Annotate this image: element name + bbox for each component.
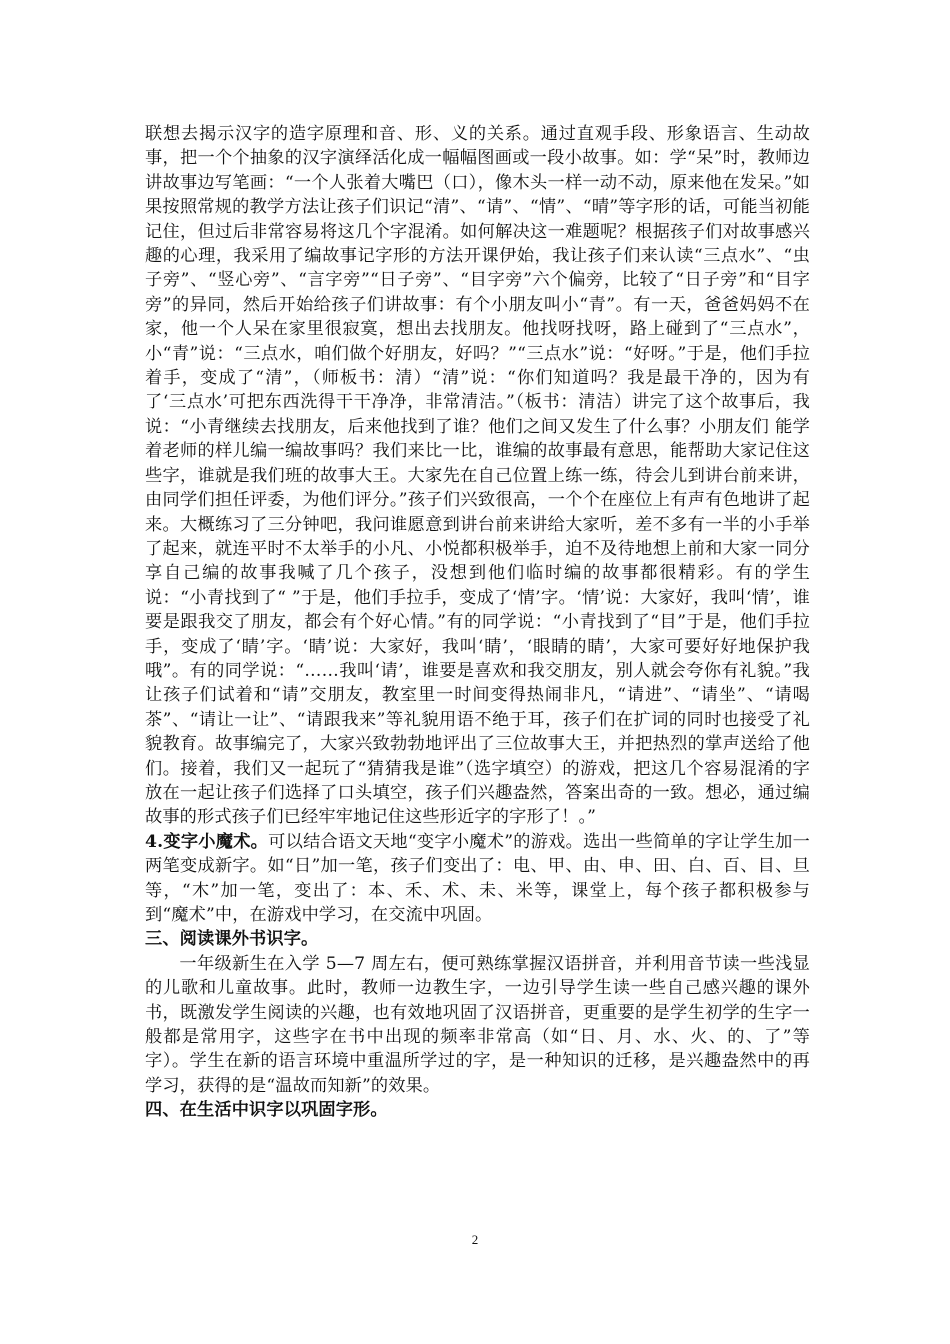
item-text-word-magic: 可以结合语文天地“变字小魔术”的游戏。选出一些简单的字让学生加一两笔变成新字。如“日”加一笔，孩子们变出了：电、甲、由、申、田、白、百、目、旦等，“木”加一笔，变出了：本、禾、术、未、米等，课堂上，每个孩子都积极参与到“魔术”中，在游戏中学习，在交流中巩固。 (145, 831, 810, 925)
document-body (145, 122, 810, 1123)
paragraph-extracurricular-reading: 一年级新生在入学 5—7 周左右，便可熟练掌握汉语拼音，并利用音节读一些浅显的儿歌和儿童故事。此时，教师一边教生字，一边引导学生读一些自己感兴趣的课外书，既激发学生阅读的兴趣，也有效地巩固了汉语拼音，更重要的是学生初学的生字一般都是常用字，这些字在书中出现的频率非常高（如“日、月、水、火、的、了”等字）。学生在新的语言环境中重温所学过的字，是一种知识的迁移，是兴趣盎然中的再学习，获得的是“温故而知新”的效果。 (145, 953, 810, 1096)
paragraph-word-magic (145, 830, 810, 928)
section-heading-life-literacy: 四、在生活中识字以巩固字形。 (145, 1100, 388, 1121)
page-number: 2 (471, 1232, 479, 1247)
item-label-word-magic: 4.变字小魔术。 (145, 831, 269, 852)
paragraph-story-method: 联想去揭示汉字的造字原理和音、形、义的关系。通过直观手段、形象语言、生动故事，把一个个抽象的汉字演绎活化成一幅幅图画或一段小故事。如：学“呆”时，教师边讲故事边写笔画：“一个人张着大嘴巴（口），像木头一样一动不动，原来他在发呆。”如果按照常规的教学方法让孩子们识记“清”、“请”、“情”、“晴”等字形的话，可能当初能记住，但过后非常容易将这几个字混淆。如何解决这一难题呢？根据孩子们对故事感兴趣的心理，我采用了编故事记字形的方法开课伊始，我让孩子们来认读“三点水”、“虫子旁”、“竖心旁”、“言字旁”“日子旁”、“目字旁”六个偏旁，比较了“日子旁”和“目字旁”的异同，然后开始给孩子们讲故事：有个小朋友叫小“青”。有一天，爸爸妈妈不在家，他一个人呆在家里很寂寞，想出去找朋友。他找呀找呀，路上碰到了“三点水”，小“青”说：“三点水，咱们做个好朋友，好吗？”“三点水”说：“好呀。”于是，他们手拉着手，变成了“清”，（师板书：清）“清”说：“你们知道吗？我是最干净的，因为有了‘三点水’可把东西洗得干干净净，非常清洁。”（板书：清洁）讲完了这个故事后，我说：“小青继续去找朋友，后来他找到了谁？他们之间又发生了什么事？小朋友们 能学着老师的样儿编一编故事吗？我们来比一比，谁编的故事最有意思，能帮助大家记住这些字，谁就是我们班的故事大王。大家先在自己位置上练一练，待会儿到讲台前来讲，由同学们担任评委，为他们评分。”孩子们兴致很高，一个个在座位上有声有色地讲了起来。大概练习了三分钟吧，我问谁愿意到讲台前来讲给大家听，差不多有一半的小手举了起来，就连平时不太举手的小凡、小悦都积极举手，迫不及待地想上前和大家一同分享自己编的故事我喊了几个孩子，没想到他们临时编的故事都很精彩。有的学生说：“小青找到了“ ”于是，他们手拉手，变成了‘情’字。‘情’说：大家好，我叫‘情’，谁要是跟我交了朋友，都会有个好心情。”有的同学说：“小青找到了“目”于是，他们手拉手，变成了‘睛’字。‘睛’说：大家好，我叫‘睛’，‘眼睛的睛’，大家可要好好地保护我哦”。有的同学说：“……我叫‘请’，谁要是喜欢和我交朋友，别人就会夸你有礼貌。”我让孩子们试着和“请”交朋友，教室里一时间变得热闹非凡，“请进”、“请坐”、“请喝茶”、“请让一让”、“请跟我来”等礼貌用语不绝于耳，孩子们在扩词的同时也接受了礼貌教育。故事编完了，大家兴致勃勃地评出了三位故事大王，并把热烈的掌声送给了他们。接着，我们又一起玩了“猜猜我是谁”（选字填空）的游戏，把这几个容易混淆的字放在一起让孩子们选择了口头填空，孩子们兴趣盎然，答案出奇的一致。想必，通过编故事的形式孩子们已经牢牢地记住这些形近字的字形了！。” (145, 124, 810, 828)
section-heading-extracurricular-reading: 三、阅读课外书识字。 (145, 929, 319, 950)
